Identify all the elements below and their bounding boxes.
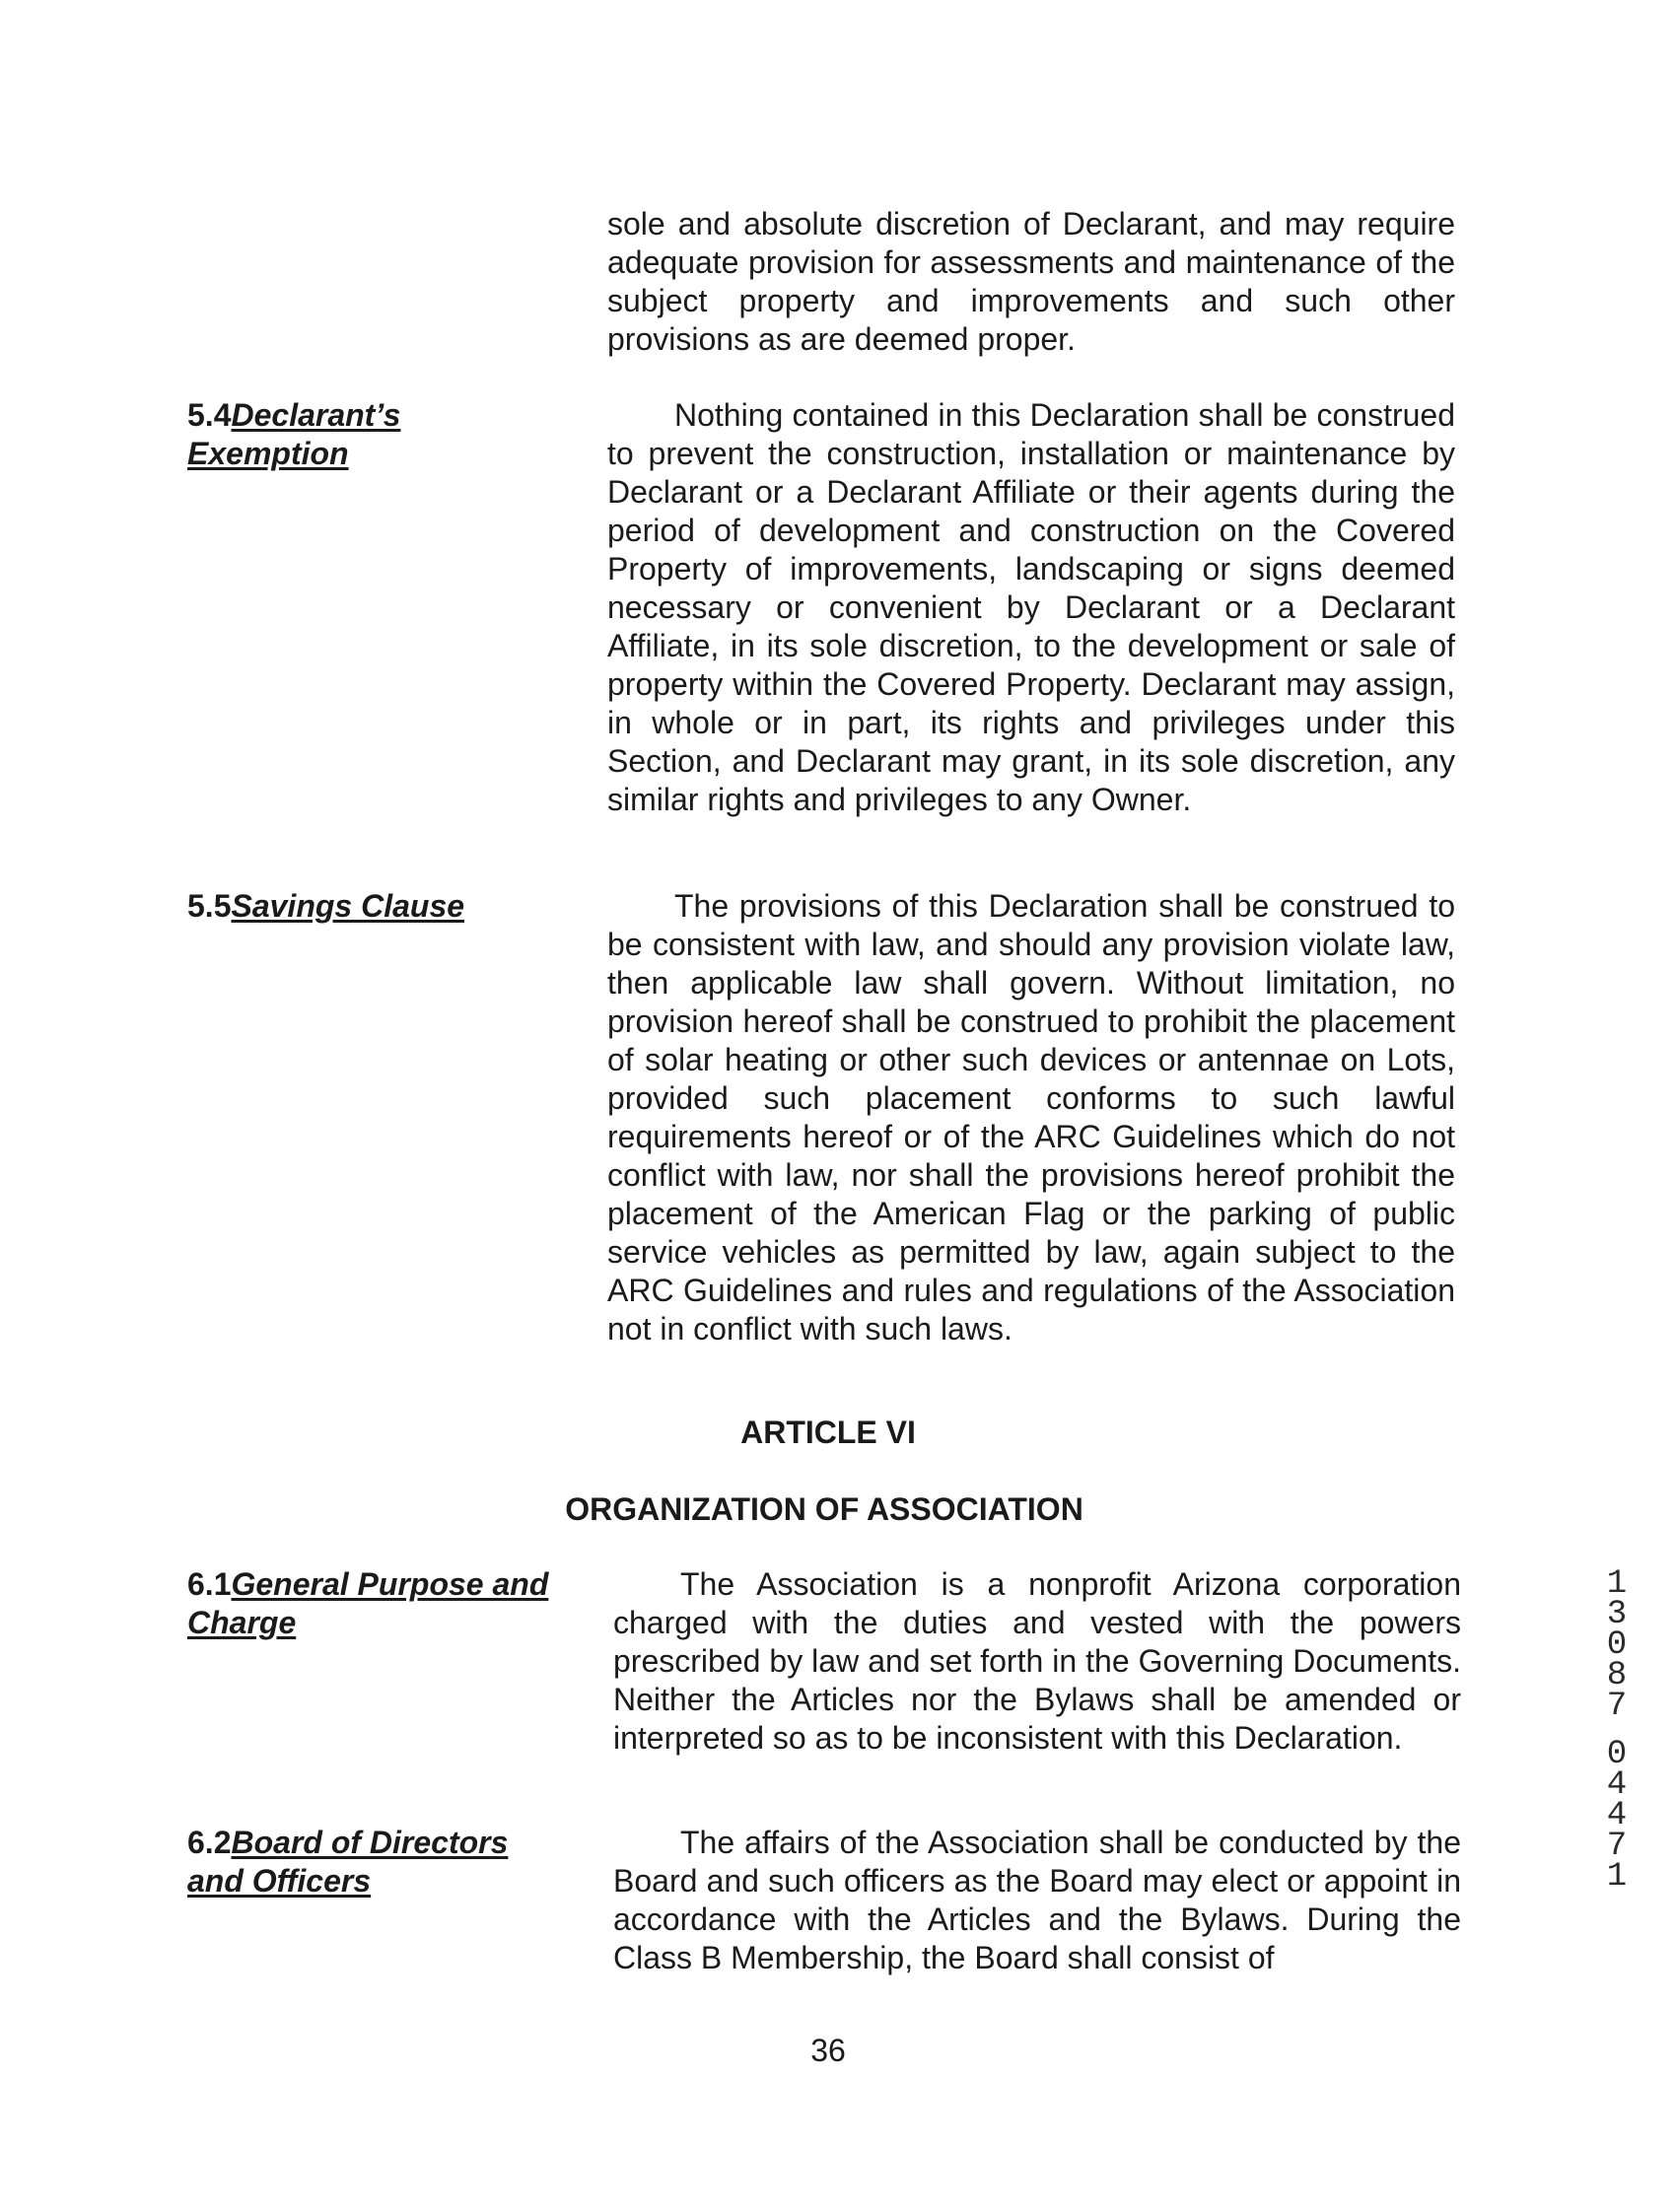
stamp-digit: 1 [1606, 1858, 1628, 1896]
section-5-5-heading [187, 887, 523, 926]
section-5-4-number: 5.4 [187, 397, 232, 433]
stamp-digit: 0 [1606, 1626, 1628, 1664]
stamp-digit: 8 [1606, 1657, 1628, 1694]
article-label: ARTICLE VI [740, 1415, 916, 1450]
stamp-digit: 7 [1606, 1828, 1628, 1865]
section-5-5-paragraph: The provisions of this Declaration shall be construed to be consistent with law, and should any provision violate law, then applicable law shall govern. Without limitation, no provision hereof shall be construed to prohibit the placement of solar heating or other such devices or antennae on Lots, provided such placement conforms to such lawful requirements hereof or of the ARC Guidelines which do not conflict with law, nor shall the provisions hereof prohibit the placement of the American Flag or the parking of public service vehicles as permitted by law, again subject to the ARC Guidelines and rules and regulations of the Association not in conflict with such laws. [607, 888, 1455, 1347]
section-6-2-title-line1: Board of Directors [231, 1825, 509, 1860]
section-6-2-title-line2: and Officers [187, 1863, 372, 1899]
section-5-4-paragraph: Nothing contained in this Declaration shall be construed to prevent the construction, installation or maintenance by Declarant or a Declarant Affiliate or their agents during the period of development and construction on the Covered Property of improvements, landscaping or signs deemed necessary or convenient by Declarant or a Declarant Affiliate, in its sole discretion, to the development or sale of property within the Covered Property. Declarant may assign, in whole or in part, its rights and privileges under this Section, and Declarant may grant, in its sole discretion, any similar rights and privileges to any Owner. [607, 397, 1455, 817]
stamp-digit: 3 [1606, 1596, 1628, 1633]
section-6-1-heading [187, 1565, 601, 1642]
section-6-1-title-line1: General Purpose and [231, 1566, 549, 1602]
section-5-5-number: 5.5 [187, 888, 232, 924]
section-6-1-number: 6.1 [187, 1566, 232, 1602]
section-6-1-paragraph: The Association is a nonprofit Arizona corporation charged with the duties and vested with the powers prescribed by law and set forth in the Governing Documents. Neither the Articles nor the Bylaws shall be amended or interpreted so as to be inconsistent with this Declaration. [613, 1566, 1461, 1756]
section-6-1-title-line2: Charge [187, 1605, 297, 1640]
section-5-4-heading [187, 396, 523, 473]
section-5-5-title: Savings Clause [231, 888, 465, 924]
section-6-2-heading [187, 1824, 601, 1901]
section-6-2-paragraph: The affairs of the Association shall be conducted by the Board and such officers as the Board may elect or appoint in accordance with the Articles and the Bylaws. During the Class B Membership, the Board shall consist of [613, 1825, 1461, 1975]
stamp-digit: 7 [1606, 1688, 1628, 1725]
section-5-4-title: Declarant’s Exemption [187, 397, 401, 471]
section-6-2-number: 6.2 [187, 1825, 232, 1860]
continuation-paragraph: sole and absolute discretion of Declarant, and may require adequate provision for assessments and maintenance of the subject property and improvements and such other provisions as are deemed proper. [607, 206, 1455, 357]
stamp-digit: 1 [1606, 1565, 1628, 1603]
article-title: ORGANIZATION OF ASSOCIATION [565, 1491, 1083, 1527]
page-number: 36 [810, 2033, 846, 2068]
stamp-digit: 0 [1606, 1736, 1628, 1773]
stamp-digit: 4 [1606, 1766, 1628, 1804]
stamp-digit: 4 [1606, 1797, 1628, 1834]
recording-stamp [1595, 1565, 1639, 1896]
